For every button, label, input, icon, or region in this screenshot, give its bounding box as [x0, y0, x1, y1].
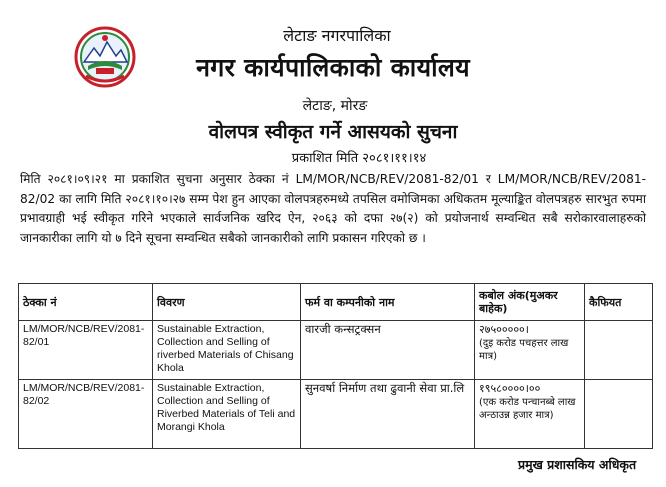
contract-no-cell: LM/MOR/NCB/REV/2081-82/02: [19, 380, 153, 449]
bid-amount-figure: १९५८००००।००: [479, 382, 541, 395]
table-row: [19, 380, 653, 449]
description-cell: Sustainable Extraction, Collection and Selling of Riverbed Materials of Teli and Morangi Khola: [153, 380, 301, 449]
header-description: विवरण: [153, 284, 301, 321]
signature-title: प्रमुख प्रशासकिय अधिकृत: [518, 457, 637, 472]
header-bid-amount: कबोल अंक(मुअकर बाहेक): [475, 284, 585, 321]
municipality-name: लेटाङ नगरपालिका: [283, 26, 391, 45]
bid-amount-cell: [475, 321, 585, 380]
notice-paragraph: मिति २०८१।०९।२१ मा प्रकाशित सुचना अनुसार ठेक्का नं LM/MOR/NCB/REV/2081-82/01 र LM/MOR/NCB/REV/2081-82/02 का लागि मिति २०८१।१०।२७ सम्म पेश हुन आएका वोलपत्रहरुमध्ये तपसिल वमोजिमका अधिकतम मूल्याङ्कित वोलपत्रहरु सारभुत रुपमा प्रभावग्राही भई स्वीकृत गरिने भएकाले सार्वजनिक खरिद ऐन, २०६३ को दफा २७(२) को प्रयोजनार्थ सम्वन्धित सबै सरोकारवालाहरुको जानकारीका लागि यो ७ दिने सूचना सम्वन्धित सबैको जानकारीको लागि प्रकासन गरिएको छ ।: [20, 172, 646, 245]
remarks-cell: [585, 321, 653, 380]
notice-body: [20, 170, 646, 248]
header-firm-name: फर्म वा कम्पनीको नाम: [301, 284, 475, 321]
contract-no-cell: LM/MOR/NCB/REV/2081-82/01: [19, 321, 153, 380]
description-cell: Sustainable Extraction, Collection and Selling of riverbed Materials of Chisang Khola: [153, 321, 301, 380]
remarks-cell: [585, 380, 653, 449]
notice-title: वोलपत्र स्वीकृत गर्ने आसयको सुचना: [208, 121, 458, 143]
office-title: नगर कार्यपालिकाको कार्यालय: [196, 53, 470, 82]
table-row: [19, 321, 653, 380]
header-contract-no: ठेक्का नं: [19, 284, 153, 321]
bid-amount-words: (एक करोड पन्चानब्बे लाख अन्ठाउन्न हजार मात्र): [479, 397, 576, 421]
bid-amount-words: (दुइ करोड पचहत्तर लाख मात्र): [479, 338, 569, 362]
firm-name-cell: वारजी कन्सट्रक्सन: [301, 321, 475, 380]
table-header-row: [19, 284, 653, 321]
firm-name-cell: सुनवर्षा निर्माण तथा ढुवानी सेवा प्रा.लि: [301, 380, 475, 449]
bid-amount-figure: २७५०००००।: [479, 323, 529, 336]
header-remarks: कैफियत: [585, 284, 653, 321]
office-address: लेटाङ, मोरङ: [302, 98, 368, 114]
published-date: प्रकाशित मिति २०८१।११।१४: [291, 151, 427, 166]
bid-amount-cell: [475, 380, 585, 449]
bid-table: [18, 283, 653, 449]
